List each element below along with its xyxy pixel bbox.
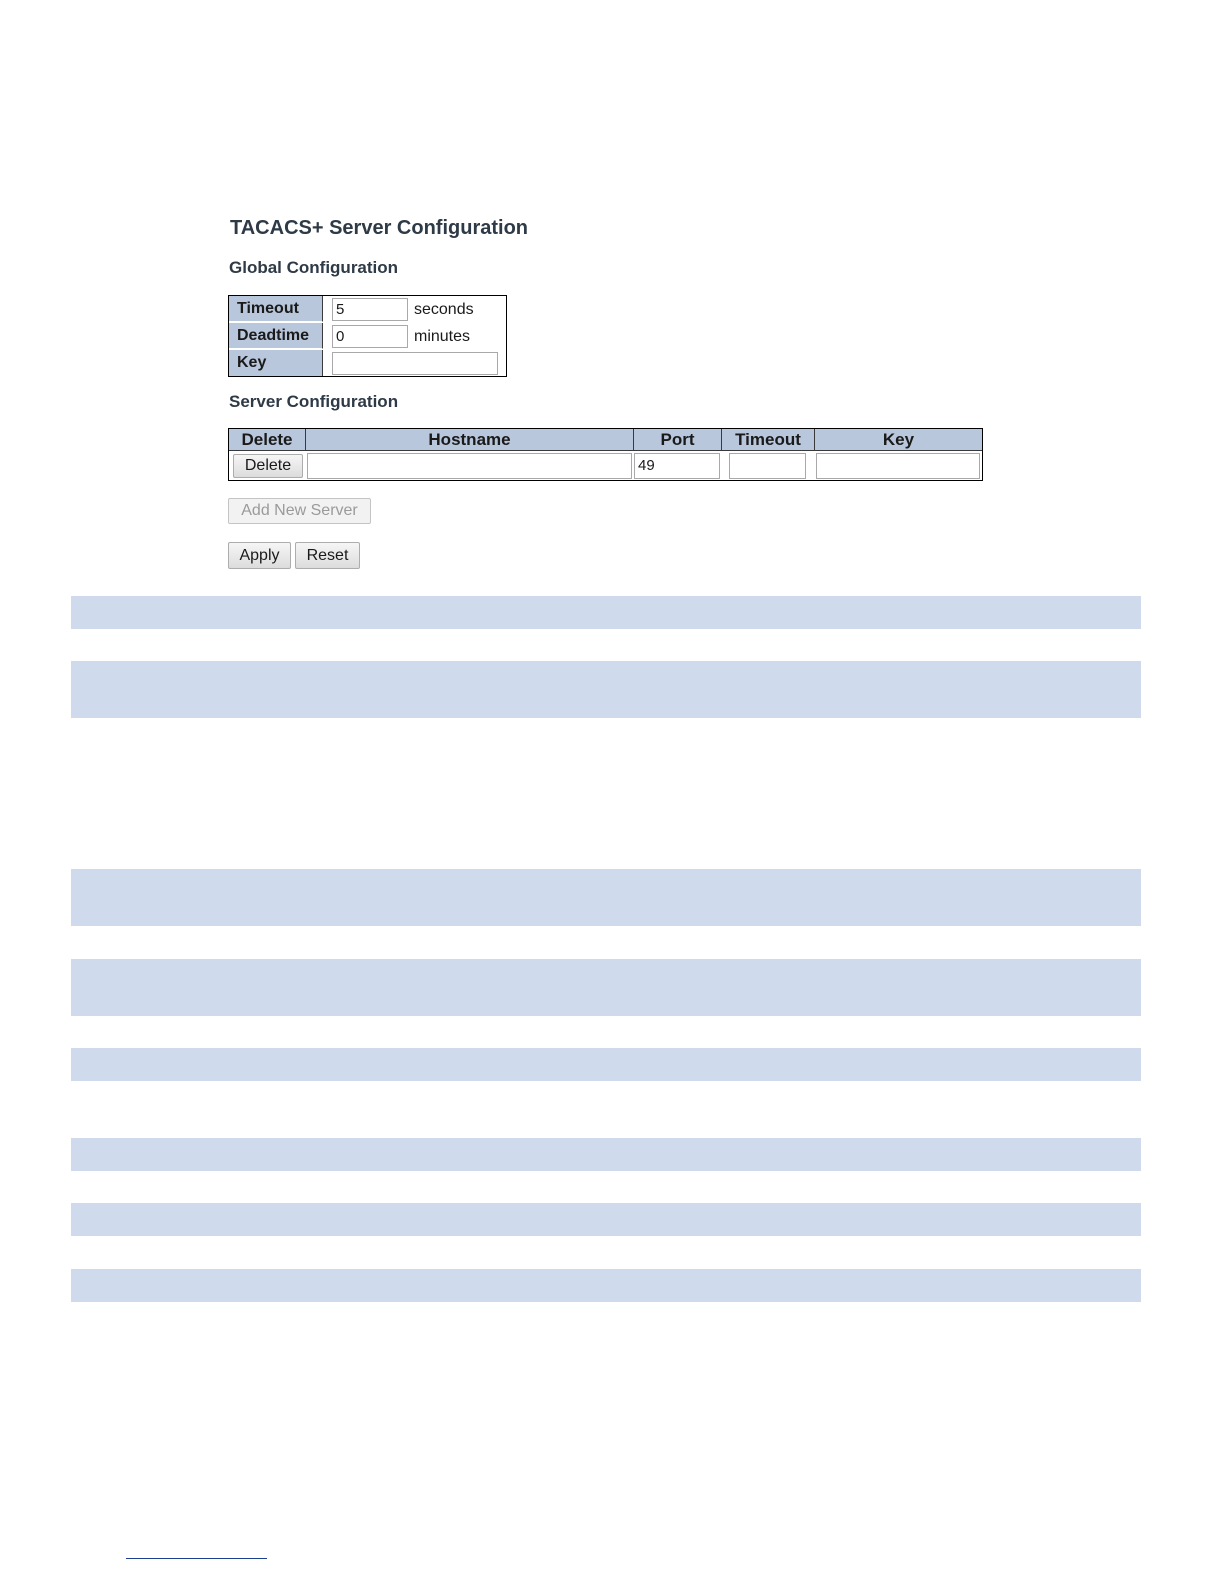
deadtime-row [229,323,506,349]
table-band [71,959,1141,1016]
key-column-header: Key [815,429,982,451]
reset-button[interactable]: Reset [295,542,360,569]
hostname-input[interactable] [307,453,632,479]
apply-button[interactable]: Apply [228,542,291,569]
server-config-title: Server Configuration [229,392,399,411]
server-timeout-input[interactable] [729,453,806,479]
deadtime-unit: minutes [414,328,471,345]
global-config-title: Global Configuration [229,258,399,277]
table-band [71,1203,1141,1236]
table-band [71,1269,1141,1302]
port-column-header: Port [634,429,722,451]
table-band [71,1048,1141,1081]
server-config-table [228,428,983,481]
key-row [229,350,506,376]
timeout-row [229,296,506,322]
table-band [71,1138,1141,1171]
timeout-unit: seconds [414,301,474,318]
table-band [71,661,1141,718]
page-title: TACACS+ Server Configuration [230,217,528,239]
footnote-divider [126,1558,267,1559]
deadtime-input[interactable]: 0 [332,325,408,348]
global-config-table [228,295,507,377]
server-key-input[interactable] [816,453,980,479]
key-label: Key [229,350,323,376]
key-input[interactable] [332,352,498,375]
delete-column-header: Delete [229,429,306,451]
timeout-column-header: Timeout [722,429,815,451]
timeout-label: Timeout [229,296,323,322]
delete-server-button[interactable]: Delete [233,454,303,478]
timeout-input[interactable]: 5 [332,298,408,321]
deadtime-label: Deadtime [229,323,323,349]
add-new-server-button[interactable]: Add New Server [228,498,371,524]
table-band [71,596,1141,629]
port-input[interactable]: 49 [634,453,720,479]
table-band [71,869,1141,926]
hostname-column-header: Hostname [306,429,634,451]
